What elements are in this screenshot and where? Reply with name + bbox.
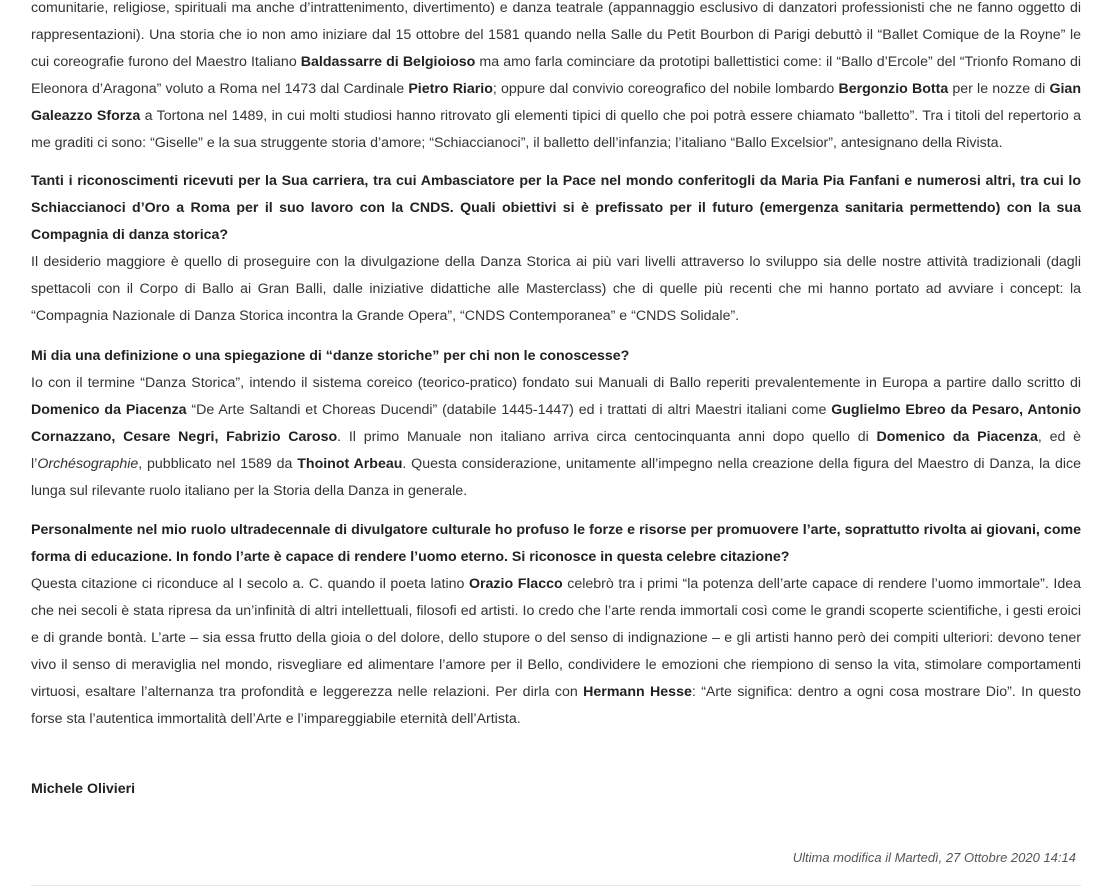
interview-answer-2 — [31, 370, 1081, 505]
name-domenico-da-piacenza: Domenico da Piacenza — [31, 402, 187, 418]
text-run: . Il primo Manuale non italiano arriva circa centocinquanta anni dopo quello di — [337, 429, 877, 445]
interview-question-1: Tanti i riconoscimenti ricevuti per la Sua carriera, tra cui Ambasciatore per la Pace nel mondo conferitogli da Maria Pia Fanfani e numerosi altri, tra cui lo Schiaccianoci d’Oro a Roma per il suo lavoro con la CNDS. Quali obiettivi si è prefissato per il futuro (emergenza sanitaria permettendo) con la sua Compagnia di danza storica? — [31, 173, 1081, 243]
text-run: : “Arte significa: dentro a ogni cosa mostrare Dio”. In questo forse sta l’autentica immortalità dell’Arte e l’impareggiabile eternità dell’Artista. — [31, 684, 1081, 727]
text-run: . Questa considerazione, unitamente all’impegno nella creazione della figura del Maestro di Danza, la dice lunga sul rilevante ruolo italiano per la Storia della Danza in generale. — [31, 456, 1082, 499]
name-bergonzio-botta: Bergonzio Botta — [838, 81, 949, 97]
title-orchesographie: Orchésographie — [37, 456, 139, 472]
name-baldassarre: Baldassarre di Belgioioso — [300, 54, 476, 70]
interview-question-3: Personalmente nel mio ruolo ultradecennale di divulgatore culturale ho profuso le forze e risorse per promuovere l’arte, soprattutto rivolta ai giovani, come forma di educazione. In fondo l’arte è capace di rendere l’uomo eterno. Si riconosce in questa celebre citazione? — [31, 522, 1081, 565]
interview-answer-1: Il desiderio maggiore è quello di proseguire con la divulgazione della Danza Storica ai più vari livelli attraverso lo sviluppo sia delle nostre attività tradizionali (dagli spettacoli con il Corpo di Ballo ai Gran Balli, dalle iniziative didattiche alle Masterclass) che di quelle più recenti che mi hanno portato ad avviare i concept: la “Compagnia Nazionale di Danza Storica incontra la Grande Opera”, “CNDS Contemporanea” e “CNDS Solidale”. — [31, 254, 1081, 324]
text-run: Questa citazione ci riconduce al I secolo a. C. quando il poeta latino — [31, 576, 469, 592]
names-italian-masters: Guglielmo Ebreo da Pesaro, Antonio Cornazzano, Cesare Negri, Fabrizio Caroso — [31, 402, 1082, 445]
article-body — [31, 0, 1081, 733]
name-thoinot-arbeau: Thoinot Arbeau — [297, 456, 403, 472]
text-run: “De Arte Saltandi et Choreas Ducendi” (databile 1445-1447) ed i trattati di altri Maestri italiani come — [186, 402, 832, 418]
name-orazio-flacco: Orazio Flacco — [468, 576, 563, 592]
interview-answer-3 — [31, 571, 1081, 733]
last-modified-date: Ultima modifica il Martedì, 27 Ottobre 2020 14:14 — [792, 850, 1076, 865]
text-run: comunitarie, religiose, spirituali ma anche d’intrattenimento, divertimento) e danza teatrale (appannaggio esclusivo di danzatori professionisti che ne fanno oggetto di rappresentazioni). Una storia che io non amo iniziare dal 15 ottobre del 1581 quando nella Salle du Petit Bourbon di Parigi debuttò il “Ballet Comique de la Royne” le cui coreografie furono del Maestro Italiano — [31, 0, 1081, 70]
divider — [31, 885, 1081, 886]
name-pietro-riario: Pietro Riario — [408, 81, 493, 97]
text-run: ma amo farla cominciare da prototipi ballettistici come: il “Ballo d’Ercole” del “Trionfo Romano di Eleonora d’Aragona” voluto a Roma nel 1473 dal Cardinale — [31, 54, 1081, 97]
name-domenico-da-piacenza: Domenico da Piacenza — [876, 429, 1038, 445]
author-signature: Michele Olivieri — [31, 781, 136, 797]
interview-question-2: Mi dia una definizione o una spiegazione di “danze storiche” per chi non le conoscesse? — [31, 348, 630, 364]
intro-paragraph — [31, 0, 1081, 157]
text-run: ; oppure dal convivio coreografico del nobile lombardo — [492, 81, 839, 97]
name-gian-galeazzo-sforza: Gian Galeazzo Sforza — [31, 81, 1081, 124]
text-run: , ed è l’ — [31, 429, 1081, 472]
text-run: per le nozze di — [948, 81, 1050, 97]
text-run: a Tortona nel 1489, in cui molti studiosi hanno ritrovato gli elementi tipici di quello che poi potrà essere chiamato “balletto”. Tra i titoli del repertorio a me graditi ci sono: “Giselle” e la sua struggente storia d’amore; “Schiaccianoci”, il balletto dell’infanzia; l’italiano “Ballo Excelsior”, antesignano della Rivista. — [31, 108, 1081, 151]
text-run: , pubblicato nel 1589 da — [138, 456, 298, 472]
text-run: celebrò tra i primi “la potenza dell’arte capace di rendere l’uomo immortale”. Idea che nei secoli è stata ripresa da un’infinità di altri intellettuali, filosofi ed artisti. Io credo che l’arte renda immortali così come le grandi scoperte scientifiche, i gesti eroici e di grande bontà. L’arte – sia essa frutto della gioia o del dolore, dello stupore o del senso di indignazione – e gli artisti hanno però dei compiti ulteriori: devono tener vivo il senso di meraviglia nel mondo, risvegliare ed alimentare l’amore per il Bello, condividere le emozioni che riempiono di senso la vita, stimolare comportamenti virtuosi, esaltare l’alternanza tra profondità e leggerezza nelle relazioni. Per dirla con — [31, 576, 1082, 700]
name-hermann-hesse: Hermann Hesse — [583, 684, 692, 700]
text-run: Io con il termine “Danza Storica”, intendo il sistema coreico (teorico-pratico) fondato sui Manuali di Ballo reperiti prevalentemente in Europa a partire dallo scritto di — [31, 375, 1081, 391]
